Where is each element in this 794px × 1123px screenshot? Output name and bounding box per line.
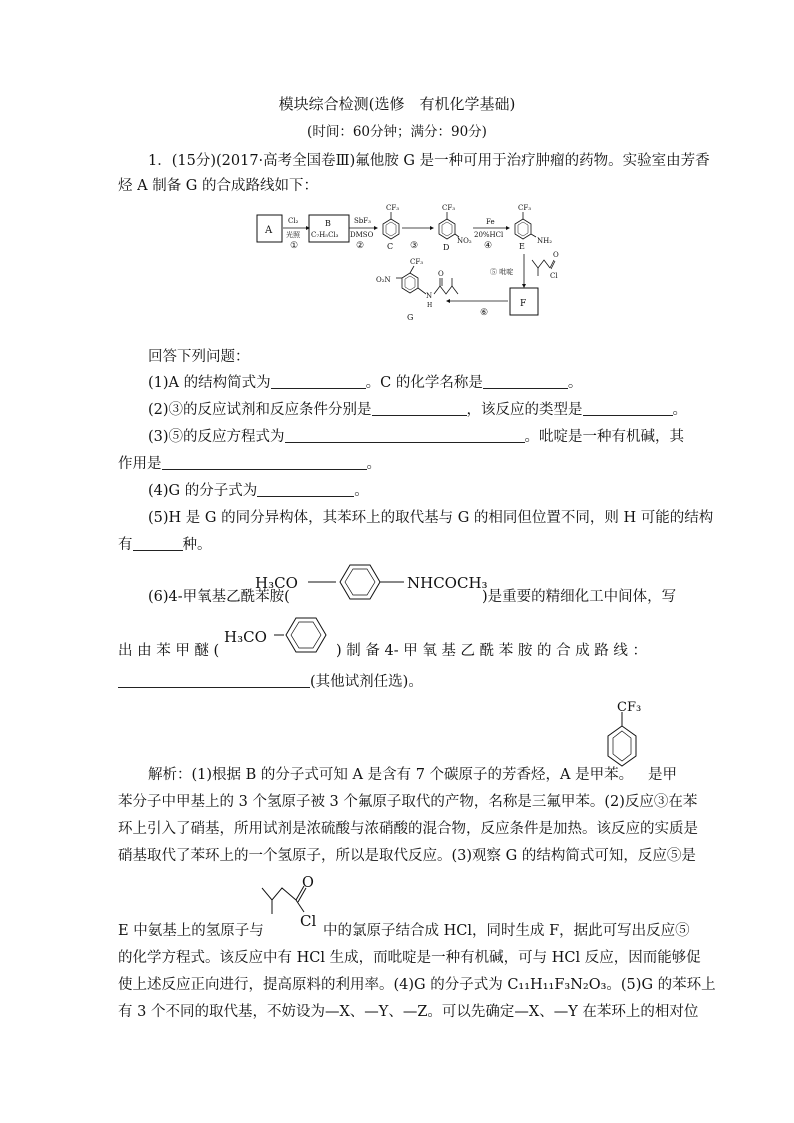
reagent-dmso: DMSO bbox=[350, 231, 374, 239]
reagent-Cl: Cl bbox=[550, 272, 558, 280]
analysis-line1a: 解析：(1)根据 B 的分子式可知 A 是含有 7 个碳原子的芳香烃，A 是甲苯。 bbox=[148, 767, 634, 783]
part-1: (1)A 的结构简式为 。C 的化学名称是 。 bbox=[148, 375, 583, 391]
p6-anisole-ring bbox=[272, 614, 342, 658]
analysis-acyl-Cl: Cl bbox=[300, 912, 317, 930]
G-O: O bbox=[438, 270, 444, 278]
analysis-line8: 有 3 个不同的取代基，不妨设为—X、—Y、—Z。可以先确定—X、—Y 在苯环上的相对位 bbox=[118, 1004, 699, 1020]
reagent-hcl: 20%HCl bbox=[474, 231, 504, 239]
compound-C bbox=[383, 212, 399, 239]
part-3-line2: 作用是 。 bbox=[118, 456, 381, 472]
compound-G bbox=[396, 266, 458, 294]
scheme-B-formula: C₇H₅Cl₃ bbox=[311, 231, 339, 239]
G-N: N bbox=[426, 292, 433, 300]
step-2: ② bbox=[356, 241, 365, 251]
scheme-F: F bbox=[520, 299, 527, 309]
part-6-line2b: ) 制 备 4- 甲 氧 基 乙 酰 苯 胺 的 合 成 路 线 ： bbox=[336, 643, 648, 659]
G-cf3: CF₃ bbox=[410, 258, 424, 266]
acyl-chloride-structure bbox=[258, 870, 328, 930]
p6-anisole-h3co: H₃CO bbox=[224, 628, 267, 646]
part-3-line1: (3)⑤的反应方程式为 。吡啶是一种有机碱，其 bbox=[148, 429, 685, 445]
page-subtitle: (时间：60分钟；满分：90分) bbox=[307, 124, 487, 140]
part-5-line2: 有 种。 bbox=[118, 537, 212, 553]
analysis-line1b: 是甲 bbox=[648, 767, 677, 783]
part-6-intro: (6)4-甲氧基乙酰苯胺( bbox=[148, 589, 290, 605]
answer-blank-1b[interactable] bbox=[483, 374, 568, 389]
G-o2n: O₂N bbox=[376, 276, 391, 284]
part-6-line2a: 出 由 苯 甲 醚 ( bbox=[118, 643, 220, 659]
reagent-sbf3: SbF₃ bbox=[354, 217, 371, 225]
scheme-D: D bbox=[443, 243, 450, 252]
scheme-G: G bbox=[407, 313, 414, 322]
analysis-line5b: 中的氯原子结合成 HCl，同时生成 F，据此可写出反应⑤ bbox=[323, 923, 690, 939]
scheme-E: E bbox=[519, 242, 525, 251]
analysis-line6: 的化学方程式。该反应中有 HCl 生成，而吡啶是一种有机碱，可与 HCl 反应，因而能够促 bbox=[118, 950, 701, 966]
step-4: ④ bbox=[484, 241, 493, 251]
answer-blank-3b[interactable] bbox=[162, 455, 367, 470]
p6-benzene-ring bbox=[306, 562, 406, 606]
part-6-line3: (其他试剂任选)。 bbox=[118, 672, 423, 692]
scheme-C: C bbox=[387, 242, 394, 251]
p6-h3co: H₃CO bbox=[255, 574, 298, 592]
part-6-desc: )是重要的精细化工中间体，写 bbox=[482, 589, 677, 605]
part-4: (4)G 的分子式为 。 bbox=[148, 483, 369, 499]
analysis-line3: 环上引入了硝基，所用试剂是浓硫酸与浓硝酸的混合物，反应条件是加热。该反应的实质是 bbox=[118, 821, 698, 837]
question-intro-line1: 1．(15分)(2017·高考全国卷Ⅲ)氟他胺 G 是一种可用于治疗肿瘤的药物。实验室由芳香 bbox=[148, 153, 710, 169]
reagent-O: O bbox=[553, 251, 559, 259]
analysis-cf3: CF₃ bbox=[617, 700, 642, 715]
E-nh2: NH₂ bbox=[537, 237, 553, 245]
D-cf3: CF₃ bbox=[442, 204, 456, 212]
analysis-line2: 苯分子中甲基上的 3 个氢原子被 3 个氟原子取代的产物，名称是三氟甲苯。(2)反应③在苯 bbox=[118, 794, 698, 810]
step-1: ① bbox=[290, 241, 299, 251]
reagent-cl2: Cl₂ bbox=[288, 217, 299, 225]
page-title: 模块综合检测(选修 有机化学基础) bbox=[278, 95, 516, 113]
answer-blank-5[interactable] bbox=[133, 536, 183, 551]
analysis-line7: 使上述反应正向进行，提高原料的利用率。(4)G 的分子式为 C₁₁H₁₁F₃N₂O₃。(5)G 的苯环上 bbox=[118, 977, 716, 993]
part-2: (2)③的反应试剂和反应条件分别是 ，该反应的类型是 。 bbox=[148, 402, 688, 418]
answer-blank-2b[interactable] bbox=[583, 401, 673, 416]
analysis-line4: 硝基取代了苯环上的一个氢原子，所以是取代反应。(3)观察 G 的结构简式可知，反应⑤是 bbox=[118, 848, 696, 864]
answer-blank-4[interactable] bbox=[257, 482, 354, 497]
step-6: ⑥ bbox=[480, 308, 489, 318]
answer-blank-6[interactable] bbox=[118, 673, 310, 688]
C-cf3: CF₃ bbox=[386, 204, 400, 212]
answer-prompt: 回答下列问题： bbox=[148, 349, 250, 365]
E-cf3: CF₃ bbox=[518, 204, 532, 212]
p6-nhcoch3: NHCOCH₃ bbox=[407, 574, 488, 592]
step-3: ③ bbox=[410, 241, 419, 251]
question-intro-line2: 烃 A 制备 G 的合成路线如下： bbox=[118, 178, 318, 194]
part-5-line1: (5)H 是 G 的同分异构体，其苯环上的取代基与 G 的相同但位置不同，则 H 可能的结构 bbox=[148, 510, 714, 526]
step-5: ⑤ 吡啶 bbox=[490, 268, 514, 276]
condition-light: 光照 bbox=[286, 231, 300, 239]
answer-blank-1a[interactable] bbox=[271, 374, 366, 389]
analysis-line5a: E 中氨基上的氢原子与 bbox=[118, 923, 264, 939]
analysis-acyl-O: O bbox=[302, 875, 314, 891]
answer-blank-2a[interactable] bbox=[372, 401, 467, 416]
scheme-B: B bbox=[325, 219, 331, 228]
compound-D bbox=[439, 212, 459, 239]
D-no2: NO₂ bbox=[457, 237, 472, 245]
answer-blank-3a[interactable] bbox=[285, 428, 525, 443]
synthesis-scheme bbox=[250, 198, 590, 338]
compound-E bbox=[515, 212, 536, 239]
reagent-fe: Fe bbox=[486, 218, 495, 226]
scheme-A: A bbox=[265, 225, 273, 236]
G-H: H bbox=[427, 302, 433, 309]
